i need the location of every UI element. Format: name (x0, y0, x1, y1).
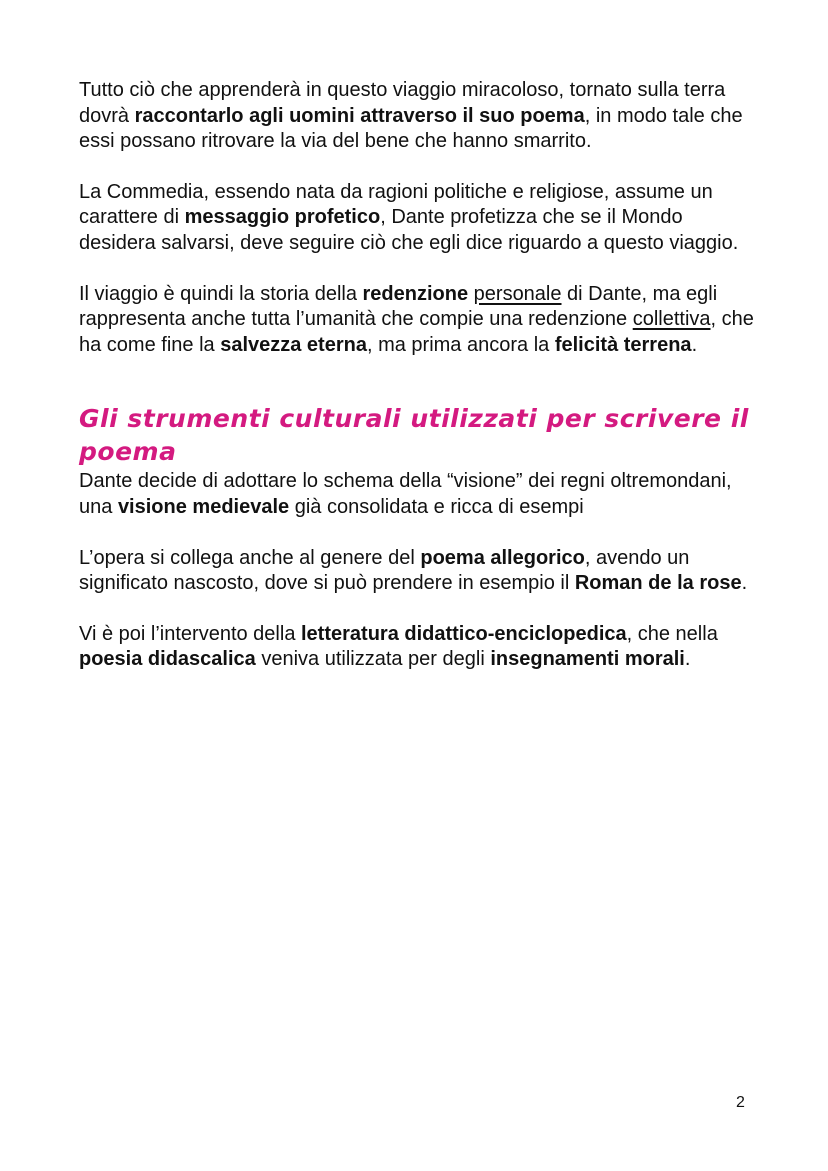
text-run: , in modo tale che essi possano ritrovare la via del bene che hanno smarrito. (79, 104, 743, 153)
text-run: Il viaggio è quindi la storia della (79, 282, 363, 305)
section-heading: Gli strumenti culturali utilizzati per scrivere il poema (79, 404, 749, 467)
text-run: , Dante profetizza che se il Mondo desidera salvarsi, deve seguire ciò che egli dice riguardo a questo viaggio. (79, 206, 739, 254)
text-run: , avendo un significato nascosto, dove si può prendere in esempio il (79, 546, 690, 595)
page-number: 2 (736, 1094, 745, 1111)
bold-run: insegnamenti morali (490, 648, 685, 671)
bold-run: poema allegorico (420, 546, 585, 569)
text-run: Dante decide di adottare lo schema della “visione” dei regni oltremondani, una (79, 470, 732, 518)
text-run: , che nella (626, 622, 718, 645)
paragraph-allegorical-poem (79, 546, 759, 597)
text-run: L’opera si collega anche al genere del (79, 546, 421, 569)
bold-run: poesia didascalica (79, 648, 256, 671)
text-run: Vi è poi l’intervento della (79, 622, 301, 645)
bold-run: letteratura didattico-enciclopedica (301, 622, 627, 645)
paragraph-redemption (79, 282, 759, 359)
text-run: . (741, 572, 748, 595)
text-run: veniva utilizzata per degli (255, 648, 491, 671)
bold-run: visione medievale (117, 495, 290, 518)
text-run: di Dante, ma egli rappresenta anche tutta l’umanità che compie una redenzione (79, 282, 718, 331)
text-run: , che ha come fine la (79, 308, 754, 356)
paragraph-return-to-earth (79, 78, 759, 155)
text-run: Tutto ciò che apprenderà in questo viaggio miracoloso, tornato sulla terra dovrà (79, 79, 726, 127)
text-run: La Commedia, essendo nata da ragioni politiche e religiose, assume un carattere di (79, 180, 713, 229)
paragraph-prophetic-message (79, 180, 759, 257)
underlined-run: collettiva (632, 308, 711, 331)
text-run: . (691, 333, 698, 356)
text-run: . (684, 648, 691, 671)
paragraph-vision (79, 469, 759, 520)
document-page (79, 78, 759, 673)
text-run: già consolidata e ricca di esempi (289, 495, 584, 518)
underlined-run: personale (473, 282, 562, 305)
text-run: , ma prima ancora la (366, 333, 555, 356)
bold-run: felicità terrena (554, 333, 692, 356)
bold-run: salvezza eterna (220, 333, 367, 356)
bold-run: Roman de la rose (574, 572, 742, 595)
bold-run: messaggio profetico (184, 206, 381, 229)
paragraph-didactic-literature (79, 622, 759, 673)
bold-run: raccontarlo agli uomini attraverso il suo poema (134, 104, 585, 127)
bold-run: redenzione (362, 282, 469, 305)
